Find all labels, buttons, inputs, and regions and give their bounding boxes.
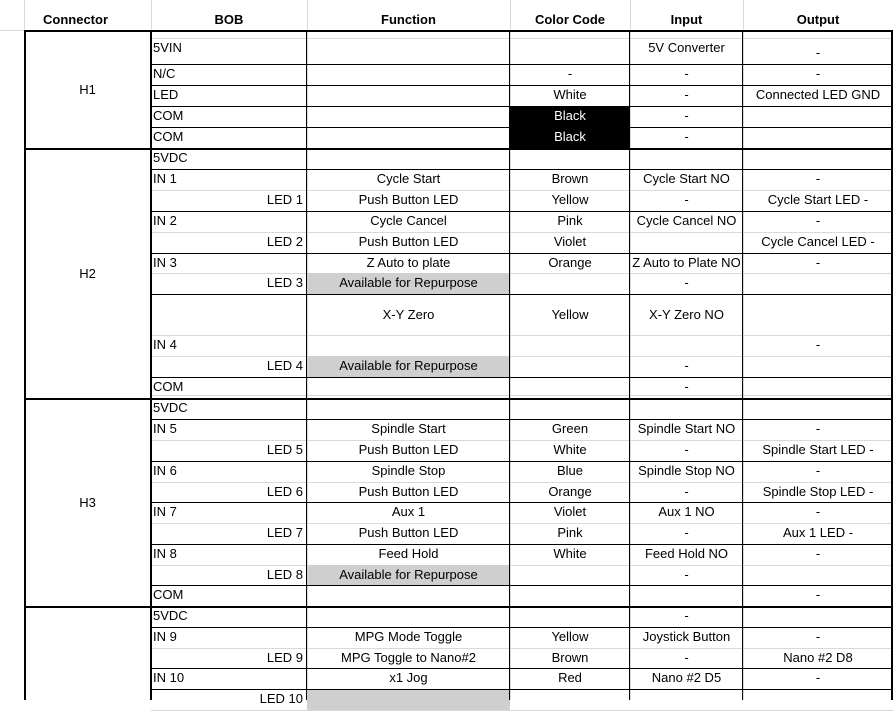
bob-cell[interactable]: LED 5 bbox=[266, 442, 303, 457]
bob-cell[interactable]: LED 3 bbox=[266, 275, 303, 290]
function-cell[interactable] bbox=[307, 606, 510, 627]
color-code-cell[interactable] bbox=[510, 377, 630, 395]
input-cell[interactable]: - bbox=[684, 567, 689, 582]
input-cell[interactable] bbox=[630, 585, 743, 606]
bob-cell[interactable]: IN 10 bbox=[153, 670, 185, 685]
output-cell[interactable]: - bbox=[815, 255, 821, 270]
bob-cell[interactable]: LED 1 bbox=[266, 192, 303, 207]
color-code-cell[interactable]: Violet bbox=[553, 504, 587, 519]
color-code-cell[interactable]: Orange bbox=[548, 484, 592, 499]
function-cell[interactable] bbox=[307, 585, 510, 606]
input-cell[interactable]: - bbox=[684, 358, 689, 373]
bob-cell[interactable]: LED 8 bbox=[266, 567, 303, 582]
function-cell[interactable]: Available for Repurpose bbox=[307, 273, 510, 294]
color-code-cell[interactable]: Brown bbox=[551, 171, 589, 186]
input-cell[interactable]: - bbox=[684, 108, 689, 123]
connector-cell[interactable] bbox=[24, 606, 151, 710]
output-cell[interactable] bbox=[743, 127, 893, 148]
color-code-cell[interactable]: Violet bbox=[553, 234, 587, 249]
input-cell[interactable]: - bbox=[684, 379, 689, 394]
input-cell[interactable]: - bbox=[684, 484, 689, 499]
color-code-cell[interactable]: - bbox=[567, 66, 573, 81]
input-cell[interactable]: Spindle Start NO bbox=[637, 421, 736, 436]
connector-cell[interactable]: H3 bbox=[79, 494, 96, 510]
color-code-cell[interactable] bbox=[510, 565, 630, 585]
function-cell[interactable] bbox=[307, 398, 510, 419]
bob-cell[interactable]: 5VDC bbox=[153, 400, 188, 415]
input-cell[interactable]: - bbox=[684, 129, 689, 144]
function-cell[interactable] bbox=[307, 85, 510, 106]
function-cell[interactable]: Available for Repurpose bbox=[307, 356, 510, 377]
color-code-cell[interactable]: Black bbox=[510, 106, 630, 127]
input-cell[interactable]: Nano #2 D5 bbox=[651, 670, 722, 685]
color-code-cell[interactable]: Yellow bbox=[551, 629, 589, 644]
input-cell[interactable]: 5V Converter bbox=[648, 40, 725, 55]
input-cell[interactable]: Spindle Stop NO bbox=[638, 463, 735, 478]
color-code-cell[interactable]: Pink bbox=[557, 213, 583, 228]
function-cell[interactable]: X-Y Zero bbox=[382, 307, 435, 322]
output-cell[interactable]: Spindle Start LED - bbox=[762, 442, 874, 457]
input-cell[interactable]: - bbox=[684, 650, 689, 665]
bob-cell[interactable]: IN 7 bbox=[153, 504, 177, 519]
output-cell[interactable]: - bbox=[815, 337, 821, 352]
column-header-bob: BOB bbox=[214, 12, 244, 27]
input-cell[interactable]: X-Y Zero NO bbox=[649, 307, 724, 322]
function-cell[interactable]: Z Auto to plate bbox=[366, 255, 451, 270]
color-code-cell[interactable]: White bbox=[553, 442, 587, 457]
function-cell[interactable] bbox=[307, 377, 510, 395]
output-cell[interactable]: Cycle Cancel LED - bbox=[761, 234, 875, 249]
function-cell[interactable] bbox=[307, 148, 510, 169]
output-cell[interactable]: - bbox=[815, 45, 821, 60]
color-code-cell[interactable]: Black bbox=[510, 127, 630, 148]
output-cell[interactable]: Spindle Stop LED - bbox=[762, 484, 874, 499]
function-cell[interactable]: Push Button LED bbox=[358, 484, 459, 499]
bob-cell[interactable]: LED 10 bbox=[259, 691, 303, 706]
function-cell[interactable]: Spindle Stop bbox=[371, 463, 446, 478]
color-code-cell[interactable]: White bbox=[553, 546, 587, 561]
bob-cell[interactable]: LED bbox=[153, 87, 179, 102]
bob-cell[interactable]: COM bbox=[153, 129, 184, 144]
function-cell[interactable]: Spindle Start bbox=[371, 421, 446, 436]
input-cell[interactable]: Cycle Start NO bbox=[643, 171, 730, 186]
input-cell[interactable] bbox=[630, 398, 743, 419]
output-cell[interactable]: - bbox=[815, 670, 821, 685]
bob-cell[interactable]: 5VDC bbox=[153, 150, 188, 165]
bob-cell[interactable]: IN 6 bbox=[153, 463, 177, 478]
border-line bbox=[24, 30, 893, 32]
column-header-function: Function bbox=[381, 12, 436, 27]
function-cell[interactable]: Aux 1 bbox=[391, 504, 426, 519]
input-cell[interactable]: - bbox=[684, 87, 689, 102]
bob-cell[interactable]: COM bbox=[153, 379, 184, 394]
output-cell[interactable]: - bbox=[815, 463, 821, 478]
bob-cell[interactable] bbox=[151, 294, 307, 335]
bob-cell[interactable]: IN 5 bbox=[153, 421, 177, 436]
bob-cell[interactable]: 5VIN bbox=[153, 40, 182, 55]
function-cell[interactable]: Push Button LED bbox=[358, 525, 459, 540]
input-cell[interactable]: - bbox=[684, 525, 689, 540]
function-cell[interactable]: MPG Mode Toggle bbox=[354, 629, 463, 644]
function-cell[interactable] bbox=[307, 64, 510, 85]
color-code-cell[interactable]: Yellow bbox=[551, 192, 589, 207]
bob-cell[interactable]: 5VDC bbox=[153, 608, 188, 623]
color-code-cell[interactable] bbox=[510, 38, 630, 64]
function-cell[interactable]: Cycle Cancel bbox=[370, 213, 447, 228]
color-code-cell[interactable] bbox=[510, 585, 630, 606]
function-cell[interactable] bbox=[307, 106, 510, 127]
input-cell[interactable]: Feed Hold NO bbox=[644, 546, 729, 561]
input-cell[interactable]: Aux 1 NO bbox=[658, 504, 715, 519]
color-code-cell[interactable] bbox=[510, 356, 630, 377]
function-cell[interactable]: Push Button LED bbox=[358, 192, 459, 207]
output-cell[interactable]: - bbox=[815, 66, 821, 81]
bob-cell[interactable]: LED 4 bbox=[266, 358, 303, 373]
function-cell[interactable] bbox=[307, 127, 510, 148]
color-code-cell[interactable] bbox=[510, 335, 630, 356]
output-cell[interactable]: Aux 1 LED - bbox=[782, 525, 854, 540]
output-cell[interactable] bbox=[743, 606, 893, 627]
output-cell[interactable]: - bbox=[815, 171, 821, 186]
output-cell[interactable]: - bbox=[815, 587, 821, 602]
color-code-cell[interactable]: White bbox=[553, 87, 587, 102]
input-cell[interactable]: Joystick Button bbox=[642, 629, 731, 644]
output-cell[interactable] bbox=[743, 377, 893, 395]
color-code-cell[interactable]: Pink bbox=[557, 525, 583, 540]
bob-cell[interactable]: IN 3 bbox=[153, 255, 177, 270]
output-cell[interactable]: - bbox=[815, 213, 821, 228]
function-cell[interactable]: Available for Repurpose bbox=[307, 565, 510, 585]
output-cell[interactable]: Cycle Start LED - bbox=[767, 192, 869, 207]
bob-cell[interactable]: IN 9 bbox=[153, 629, 177, 644]
column-header-output: Output bbox=[796, 12, 840, 27]
output-cell[interactable]: Connected LED GND bbox=[755, 87, 881, 102]
output-cell[interactable] bbox=[743, 398, 893, 419]
color-code-cell[interactable] bbox=[510, 398, 630, 419]
function-cell[interactable]: MPG Toggle to Nano#2 bbox=[341, 650, 476, 665]
color-code-cell[interactable]: Brown bbox=[551, 650, 589, 665]
function-cell[interactable]: Push Button LED bbox=[358, 234, 459, 249]
color-code-cell[interactable]: Red bbox=[558, 670, 582, 685]
color-code-cell[interactable] bbox=[510, 148, 630, 169]
output-cell[interactable]: - bbox=[815, 421, 821, 436]
function-cell[interactable] bbox=[307, 38, 510, 64]
output-cell[interactable] bbox=[743, 356, 893, 377]
input-cell[interactable]: Z Auto to Plate NO bbox=[632, 255, 741, 270]
output-cell[interactable]: - bbox=[815, 504, 821, 519]
function-cell[interactable] bbox=[307, 335, 510, 356]
input-cell[interactable] bbox=[630, 232, 743, 253]
input-cell[interactable]: - bbox=[684, 275, 689, 290]
input-cell[interactable]: - bbox=[684, 66, 689, 81]
output-cell[interactable] bbox=[743, 106, 893, 127]
bob-cell[interactable]: COM bbox=[153, 108, 184, 123]
color-code-cell[interactable]: Green bbox=[551, 421, 589, 436]
output-cell[interactable]: - bbox=[815, 629, 821, 644]
input-cell[interactable] bbox=[630, 335, 743, 356]
output-cell[interactable] bbox=[743, 148, 893, 169]
column-header-color-code: Color Code bbox=[534, 12, 606, 27]
output-cell[interactable]: Nano #2 D8 bbox=[783, 650, 853, 665]
column-header-connector: Connector bbox=[43, 12, 108, 27]
connector-cell[interactable]: H1 bbox=[79, 81, 96, 97]
input-cell[interactable]: - bbox=[684, 608, 689, 623]
input-cell[interactable] bbox=[630, 148, 743, 169]
input-cell[interactable]: - bbox=[684, 192, 689, 207]
function-cell[interactable]: Cycle Start bbox=[376, 171, 441, 186]
bob-cell[interactable]: IN 8 bbox=[153, 546, 177, 561]
output-cell[interactable] bbox=[743, 273, 893, 294]
bob-cell[interactable]: LED 6 bbox=[266, 484, 303, 499]
bob-cell[interactable]: COM bbox=[153, 587, 184, 602]
color-code-cell[interactable] bbox=[510, 273, 630, 294]
bob-cell[interactable]: N/C bbox=[153, 66, 176, 81]
function-cell[interactable]: Push Button LED bbox=[358, 442, 459, 457]
color-code-cell[interactable]: Yellow bbox=[551, 307, 589, 322]
bob-cell[interactable]: LED 7 bbox=[266, 525, 303, 540]
bob-cell[interactable]: LED 9 bbox=[266, 650, 303, 665]
color-code-cell[interactable] bbox=[510, 606, 630, 627]
input-cell[interactable]: Cycle Cancel NO bbox=[636, 213, 737, 228]
connector-cell[interactable]: H2 bbox=[79, 265, 96, 281]
column-header-input: Input bbox=[670, 12, 703, 27]
function-cell[interactable]: x1 Jog bbox=[389, 670, 428, 685]
output-cell[interactable]: - bbox=[815, 546, 821, 561]
input-cell[interactable]: - bbox=[684, 442, 689, 457]
color-code-cell[interactable]: Orange bbox=[548, 255, 592, 270]
bob-cell[interactable]: LED 2 bbox=[266, 234, 303, 249]
bob-cell[interactable]: IN 1 bbox=[153, 171, 177, 186]
color-code-cell[interactable]: Blue bbox=[556, 463, 584, 478]
output-cell[interactable] bbox=[743, 565, 893, 585]
function-cell[interactable]: Feed Hold bbox=[378, 546, 439, 561]
output-cell[interactable] bbox=[743, 294, 893, 335]
bob-cell[interactable]: IN 2 bbox=[153, 213, 177, 228]
bob-cell[interactable]: IN 4 bbox=[153, 337, 177, 352]
